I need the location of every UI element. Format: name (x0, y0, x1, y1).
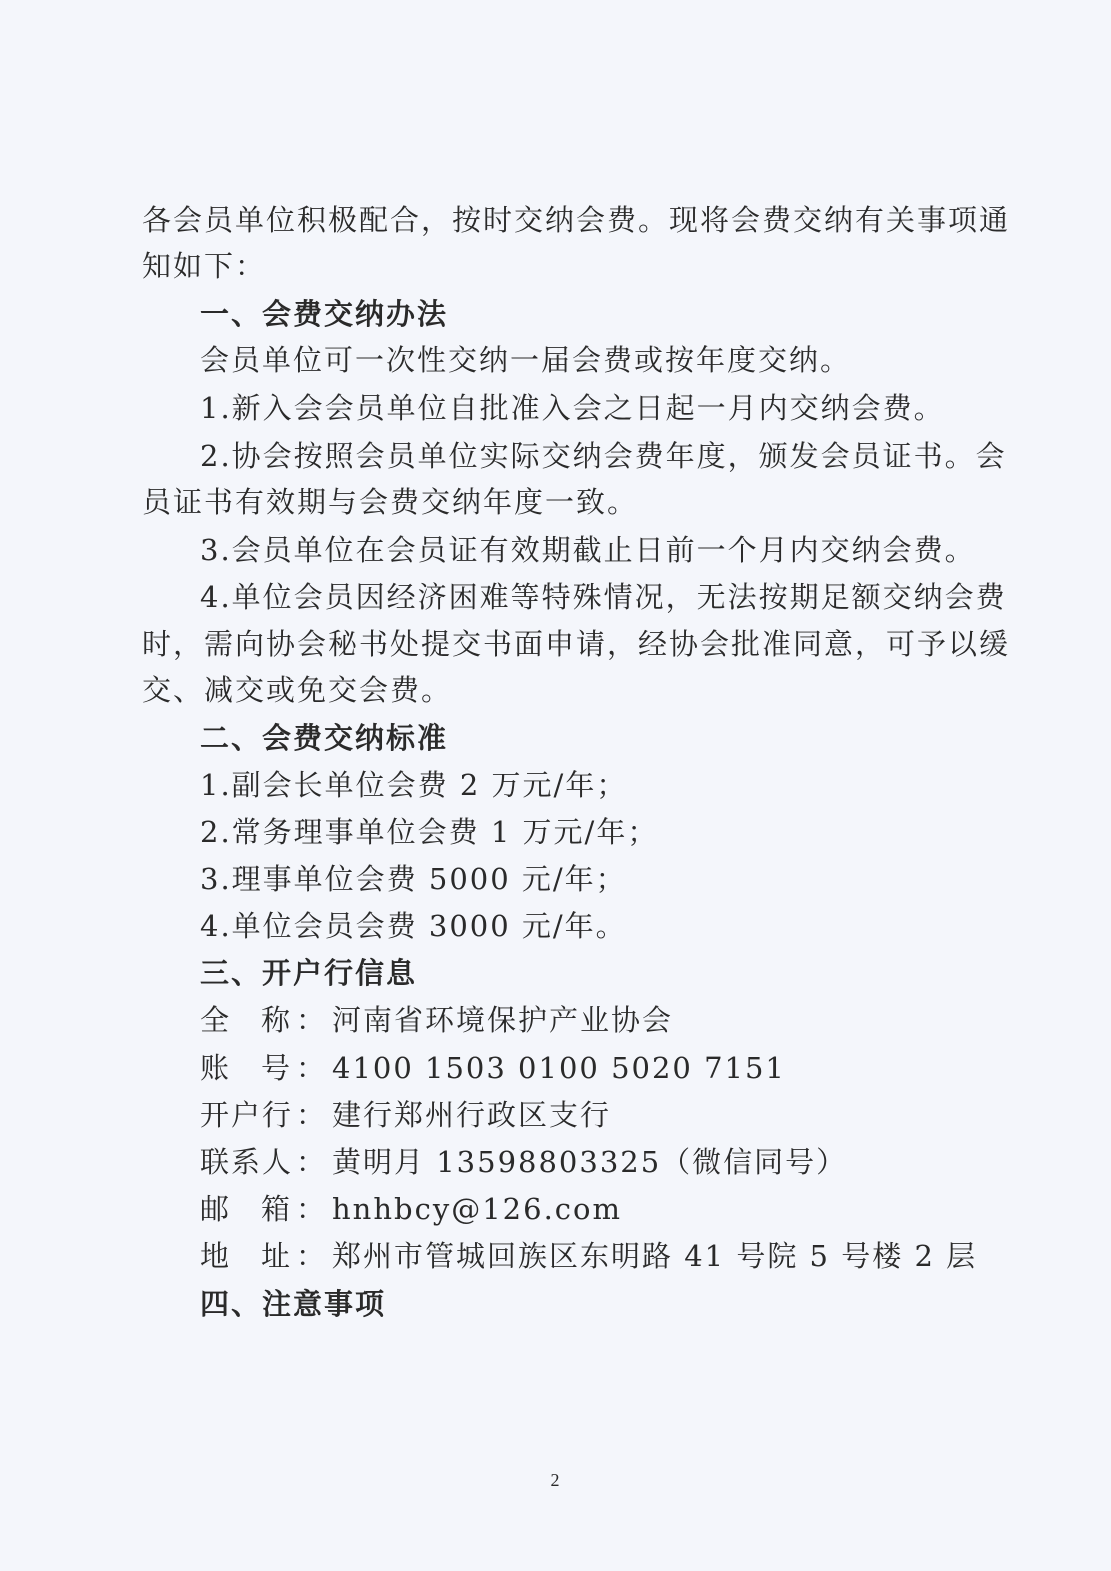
bank-info-label-char: 联 (200, 1145, 232, 1179)
section-1-item-3: 3.会员单位在会员证有效期截止日前一个月内交纳会费。 (200, 533, 976, 567)
page-number: 2 (550, 1470, 560, 1490)
section-1-item-4-line-2: 时，需向协会秘书处提交书面申请，经协会批准同意，可予以缓 (142, 627, 1011, 661)
bank-info-label-char: 址 (260, 1239, 292, 1273)
bank-info-colon: ： (296, 1098, 328, 1132)
bank-info-label-char: 户 (231, 1098, 263, 1132)
bank-info-row-bank (0, 1095, 1111, 1135)
bank-info-colon: ： (296, 1003, 328, 1037)
bank-info-colon: ： (296, 1239, 328, 1273)
bank-info-label (200, 1189, 292, 1229)
bank-info-colon: ： (296, 1051, 328, 1085)
section-2-item-4: 4.单位会员会费 3000 元/年。 (200, 909, 627, 943)
bank-info-label-char: 邮 (200, 1192, 232, 1226)
bank-info-value: 河南省环境保护产业协会 (332, 1003, 674, 1037)
section-2-heading: 二、会费交纳标准 (200, 721, 449, 755)
bank-info-label-char: 号 (260, 1051, 292, 1085)
bank-info-colon: ： (296, 1192, 328, 1226)
bank-info-colon: ： (296, 1145, 328, 1179)
intro-line-1: 各会员单位积极配合，按时交纳会费。现将会费交纳有关事项通 (142, 203, 1011, 237)
bank-info-row-address (0, 1236, 1111, 1276)
bank-info-label (200, 1048, 292, 1088)
bank-info-label-char: 箱 (260, 1192, 292, 1226)
bank-info-label (200, 1142, 292, 1182)
intro-line-2: 知如下： (142, 249, 267, 283)
bank-info-label (200, 1000, 292, 1040)
bank-info-value: 黄明月 13598803325（微信同号） (332, 1145, 848, 1179)
bank-info-label-char: 行 (262, 1098, 294, 1132)
bank-info-label-char: 称 (260, 1003, 292, 1037)
bank-info-label-char: 人 (262, 1145, 294, 1179)
bank-info-label (200, 1236, 292, 1276)
section-2-item-3: 3.理事单位会费 5000 元/年； (200, 862, 627, 896)
bank-info-row-full-name (0, 1000, 1111, 1040)
section-1-item-2-line-1: 2.协会按照会员单位实际交纳会费年度，颁发会员证书。会 (200, 439, 1007, 473)
bank-info-label-char: 开 (200, 1098, 232, 1132)
section-2-item-1: 1.副会长单位会费 2 万元/年； (200, 768, 628, 802)
bank-info-label (200, 1095, 292, 1135)
bank-info-label-char: 地 (200, 1239, 232, 1273)
section-1-item-1: 1.新入会会员单位自批准入会之日起一月内交纳会费。 (200, 391, 945, 425)
section-1-item-2-line-2: 员证书有效期与会费交纳年度一致。 (142, 485, 639, 519)
bank-info-row-account (0, 1048, 1111, 1088)
bank-info-label-char: 全 (200, 1003, 232, 1037)
bank-info-value: 建行郑州行政区支行 (332, 1098, 612, 1132)
bank-info-label-char: 账 (200, 1051, 232, 1085)
bank-info-value: 郑州市管城回族区东明路 41 号院 5 号楼 2 层 (332, 1239, 978, 1273)
section-4-heading: 四、注意事项 (200, 1287, 387, 1321)
section-3-heading: 三、开户行信息 (200, 956, 418, 990)
bank-info-value: hnhbcy@126.com (332, 1192, 622, 1226)
section-1-heading: 一、会费交纳办法 (200, 297, 449, 331)
section-2-item-2: 2.常务理事单位会费 1 万元/年； (200, 815, 659, 849)
bank-info-value: 4100 1503 0100 5020 7151 (332, 1051, 786, 1085)
section-1-item-4-line-3: 交、减交或免交会费。 (142, 673, 453, 707)
bank-info-label-char: 系 (231, 1145, 263, 1179)
section-1-item-4-line-1: 4.单位会员因经济困难等特殊情况，无法按期足额交纳会费 (200, 580, 1007, 614)
bank-info-row-email (0, 1189, 1111, 1229)
bank-info-row-contact (0, 1142, 1111, 1182)
section-1-paragraph: 会员单位可一次性交纳一届会费或按年度交纳。 (200, 343, 852, 377)
